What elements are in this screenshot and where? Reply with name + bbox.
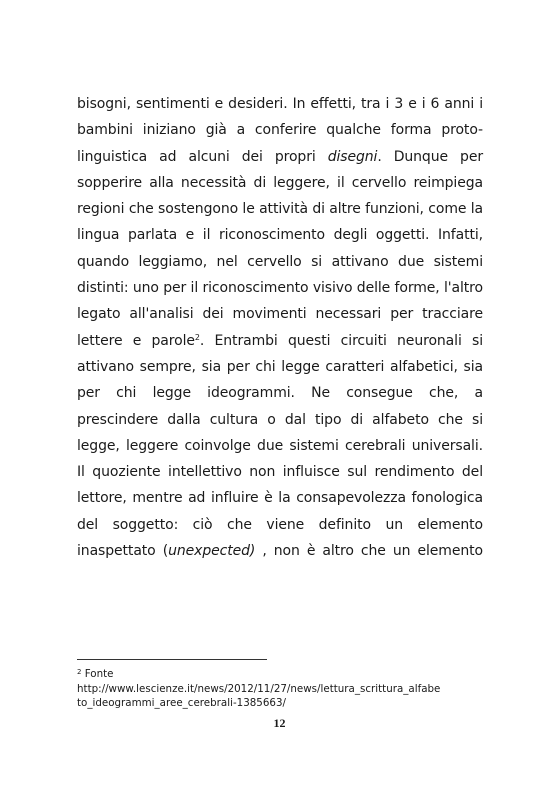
text-line: attivano sempre, sia per chi legge caratteri alfabetici, sia — [77, 358, 483, 375]
italic-term: disegni — [327, 148, 378, 165]
text-line: lettere e parole$^2$. Entrambi questi circuiti neuronali si — [77, 332, 483, 349]
text-line: lettore, mentre ad influire è la consapevolezza fonologica — [77, 490, 483, 507]
footnote-separator — [77, 659, 267, 660]
body-text — [77, 91, 483, 564]
text-line: bisogni, sentimenti e desideri. In effetti, tra i 3 e i 6 anni i — [77, 96, 483, 112]
text-line: Il quoziente intellettivo non influisce sul rendimento del — [77, 464, 483, 481]
text-line: bambini iniziano già a conferire qualche forma proto- — [77, 122, 483, 139]
text-line: prescindere dalla cultura o dal tipo di alfabeto che si — [77, 411, 483, 428]
footnote-url-continued[interactable]: to_ideogrammi_aree_cerebrali-1385663/ — [77, 697, 286, 709]
footnote-label: Fonte — [84, 668, 114, 680]
footnote-reference[interactable]: 2 — [194, 332, 200, 342]
italic-term: unexpected) — [168, 543, 256, 560]
text-line: linguistica ad alcuni dei propri disegni. Dunque per — [77, 148, 483, 165]
footnote-url[interactable]: http://www.lescienze.it/news/2012/11/27/news/lettura_scrittura_alfabe — [77, 682, 441, 695]
text-line: quando leggiamo, nel cervello si attivano due sistemi — [77, 253, 483, 270]
text-line: legato all'analisi dei movimenti necessari per tracciare — [77, 306, 483, 323]
text-line: inaspettato (unexpected) , non è altro che un elemento — [77, 543, 483, 560]
text-line: del soggetto: ciò che viene definito un elemento — [77, 516, 483, 533]
footnote-label-line — [77, 667, 487, 682]
text-line: per chi legge ideogrammi. Ne consegue che, a — [77, 385, 483, 402]
page-number: 12 — [273, 716, 286, 730]
footnote-marker: 2 — [77, 668, 82, 676]
text-line: sopperire alla necessità di leggere, il cervello reimpiega — [77, 174, 483, 191]
text-line: lingua parlata e il riconoscimento degli oggetti. Infatti, — [77, 227, 483, 244]
text-line: legge, leggere coinvolge due sistemi cerebrali universali. — [77, 437, 483, 454]
text-line: distinti: uno per il riconoscimento visivo delle forme, l'altro — [77, 280, 483, 297]
footnote — [77, 667, 487, 711]
text-line: regioni che sostengono le attività di altre funzioni, come la — [77, 201, 483, 218]
